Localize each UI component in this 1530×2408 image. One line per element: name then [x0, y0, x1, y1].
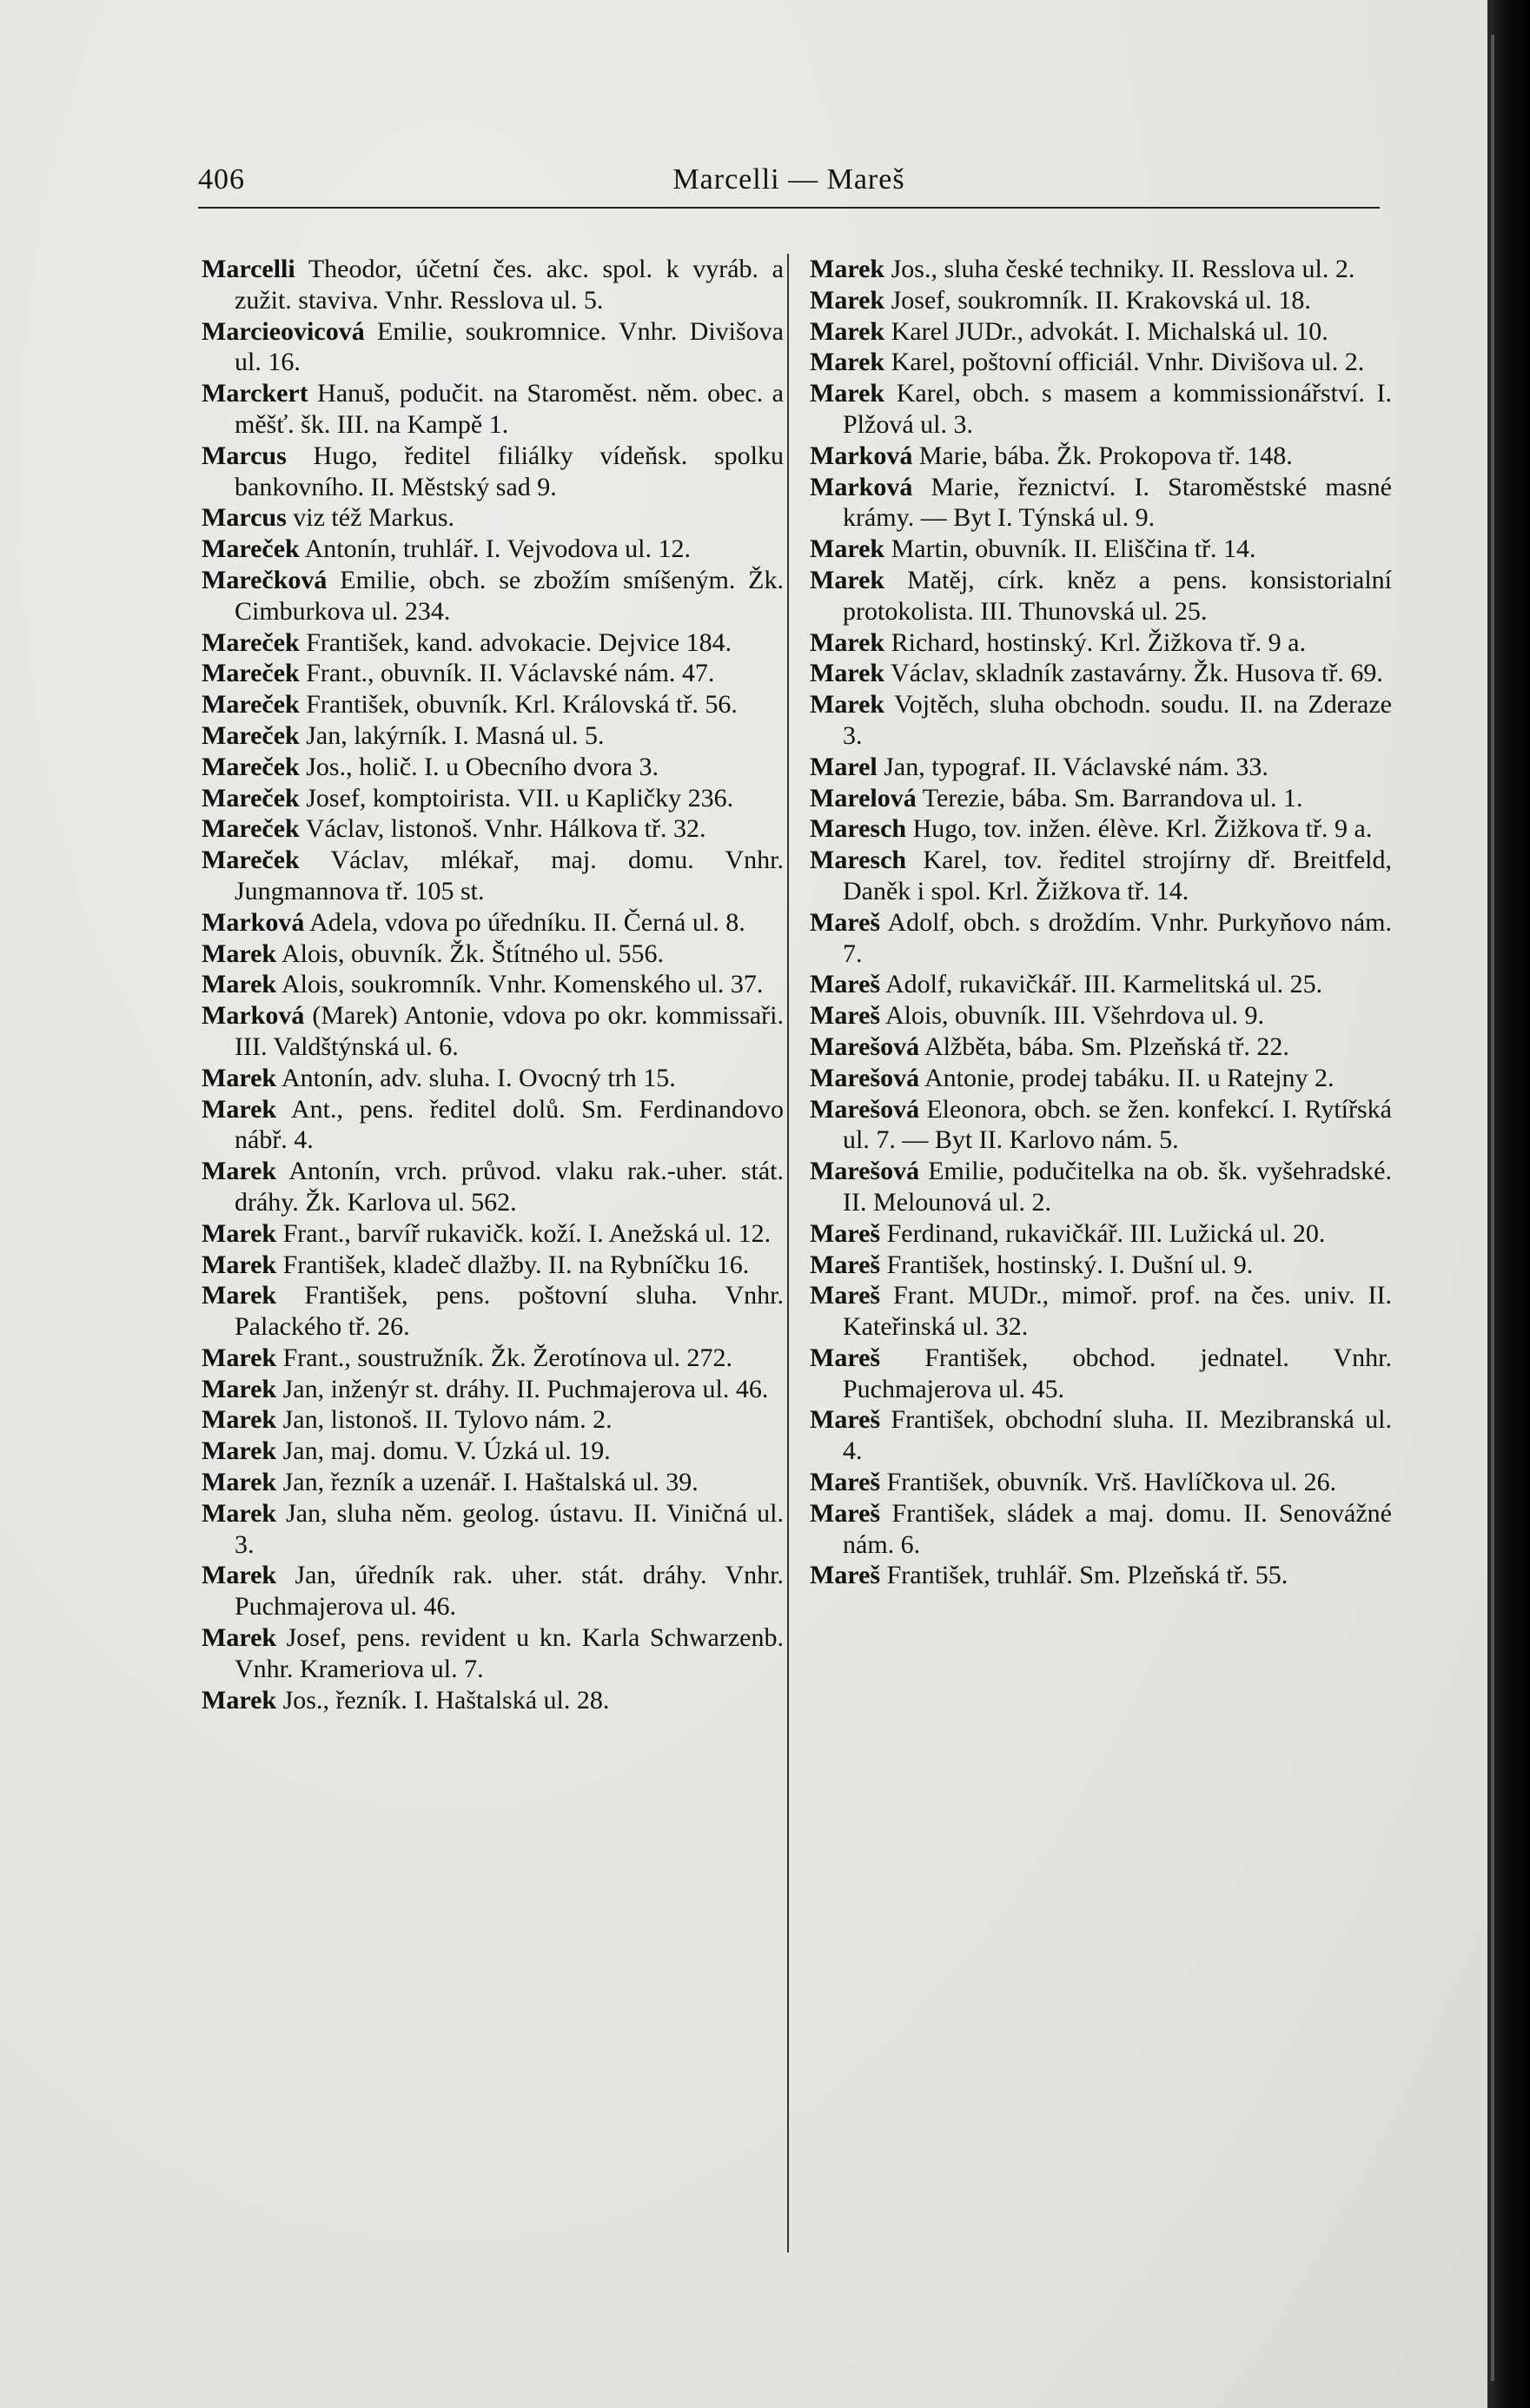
page-header [198, 156, 1380, 205]
entry-details: Josef, komptoirista. VII. u Kapličky 236. [299, 783, 734, 813]
entry-details: Josef, soukromník. II. Krakovská ul. 18. [884, 285, 1311, 315]
entry-details: Jos., holič. I. u Obecního dvora 3. [299, 752, 659, 781]
directory-entry [202, 1436, 784, 1467]
directory-entry [810, 347, 1392, 378]
entry-details: Jos., sluha české techniky. II. Resslova ul. 2. [884, 255, 1355, 283]
entry-surname: Marek [202, 1623, 277, 1653]
entry-surname: Marek [810, 255, 885, 283]
entry-details: Alois, obuvník. III. Všehrdova ul. 9. [880, 1001, 1265, 1031]
left-column [202, 254, 784, 1715]
entry-surname: Marcelli [202, 255, 295, 283]
entry-surname: Marek [810, 379, 885, 408]
entry-surname: Marelová [810, 783, 917, 813]
page-number: 406 [198, 163, 245, 196]
entry-surname: Marek [810, 659, 885, 688]
directory-entry [810, 658, 1392, 689]
entry-details: Vojtěch, sluha obchodn. soudu. II. na Zderaze 3. [843, 690, 1392, 750]
entry-surname: Mareček [202, 846, 300, 875]
entry-surname: Marek [202, 1374, 277, 1403]
entry-details: Eleonora, obch. se žen. konfekcí. I. Rytířská ul. 7. — Byt II. Karlovo nám. 5. [843, 1094, 1392, 1155]
entry-surname: Mareček [202, 752, 300, 781]
entry-details: Theodor, účetní čes. akc. spol. k vyráb. a zužit. staviva. Vnhr. Resslova ul. 5. [235, 255, 784, 315]
entry-surname: Mareš [810, 1218, 881, 1248]
directory-entry [810, 1498, 1392, 1561]
column-divider [787, 254, 789, 2252]
entry-details: Václav, mlékař, maj. domu. Vnhr. Jungmannova tř. 105 st. [235, 846, 784, 905]
entry-surname: Maresch [810, 814, 907, 844]
directory-entry [810, 472, 1392, 534]
entry-details: Adolf, obch. s droždím. Vnhr. Purkyňovo nám. 7. [843, 907, 1392, 968]
entry-surname: Marešová [810, 1094, 920, 1124]
entry-details: Antonie, prodej tabáku. II. u Ratejny 2. [919, 1063, 1335, 1092]
entry-surname: Marek [810, 690, 885, 720]
directory-entry [810, 689, 1392, 752]
directory-entry [810, 813, 1392, 845]
entry-surname: Mareček [202, 627, 300, 657]
directory-entry [202, 845, 784, 907]
entry-details: Antonín, truhlář. I. Vejvodova ul. 12. [299, 534, 691, 564]
entry-surname: Marek [202, 1157, 277, 1186]
entry-surname: Marek [202, 1094, 277, 1124]
directory-entry [810, 441, 1392, 472]
entry-surname: Marckert [202, 379, 308, 408]
directory-entry [202, 969, 784, 1000]
entry-details: Karel JUDr., advokát. I. Michalská ul. 10. [884, 316, 1328, 346]
directory-entry [202, 502, 784, 534]
entry-surname: Marek [202, 1561, 277, 1590]
entry-surname: Mareš [810, 1468, 881, 1497]
entry-surname: Marek [202, 1281, 277, 1310]
entry-details: Karel, obch. s masem a kommissionářství. I. Plžová ul. 3. [843, 379, 1392, 439]
directory-entry [202, 752, 784, 783]
entry-surname: Mareš [810, 1001, 881, 1031]
directory-entry [202, 534, 784, 565]
directory-entry [202, 1560, 784, 1622]
directory-entry [202, 658, 784, 689]
entry-details: Václav, listonoš. Vnhr. Hálkova tř. 32. [299, 814, 706, 844]
directory-entry [810, 1250, 1392, 1281]
entry-details: Terezie, bába. Sm. Barrandova ul. 1. [916, 783, 1303, 813]
entry-details: Frant. MUDr., mimoř. prof. na čes. univ. II. Kateřinská ul. 32. [843, 1281, 1392, 1342]
entry-surname: Marek [202, 939, 277, 968]
entry-details: Hanuš, podučit. na Staroměst. něm. obec. a měšť. šk. III. na Kampě 1. [235, 379, 784, 439]
entry-details: Marie, řeznictví. I. Staroměstské masné krámy. — Byt I. Týnská ul. 9. [843, 472, 1392, 533]
entry-surname: Mareš [810, 1343, 881, 1372]
entry-surname: Marek [810, 316, 885, 346]
directory-entry [202, 1343, 784, 1374]
directory-entry [202, 720, 784, 752]
binding-line [1491, 35, 1494, 2381]
directory-entry [810, 1560, 1392, 1591]
entry-details: Emilie, obch. se zbožím smíšeným. Žk. Cimburkova ul. 234. [235, 565, 784, 626]
entry-details: Alois, soukromník. Vnhr. Komenského ul. 37. [276, 970, 764, 999]
directory-entry [202, 378, 784, 441]
directory-entry [810, 752, 1392, 783]
entry-surname: Mareš [810, 1498, 881, 1528]
directory-entry [810, 1343, 1392, 1405]
entry-surname: Marek [202, 1498, 277, 1528]
entry-details: Antonín, adv. sluha. I. Ovocný trh 15. [276, 1063, 676, 1092]
entry-surname: Marková [810, 441, 913, 470]
entry-details: František, hostinský. I. Dušní ul. 9. [880, 1250, 1254, 1279]
entry-surname: Marešová [810, 1032, 920, 1061]
directory-entry [810, 1280, 1392, 1343]
entry-surname: Marek [202, 1405, 277, 1435]
directory-entry [202, 689, 784, 720]
entry-details: Martin, obuvník. II. Eliščina tř. 14. [884, 534, 1256, 564]
entry-details: Frant., barvíř rukavičk. koží. I. Anežská ul. 12. [276, 1218, 772, 1248]
entry-details: Jos., řezník. I. Haštalská ul. 28. [276, 1685, 610, 1715]
entry-details: Karel, poštovní officiál. Vnhr. Divišova ul. 2. [884, 348, 1365, 377]
entry-surname: Mareček [202, 659, 300, 688]
entry-surname: Mareček [202, 814, 300, 844]
entry-details: Jan, lakýrník. I. Masná ul. 5. [299, 720, 605, 750]
entry-surname: Marková [202, 907, 305, 937]
entry-surname: Marek [202, 1685, 277, 1715]
entry-details: Jan, úředník rak. uher. stát. dráhy. Vnhr. Puchmajerova ul. 46. [235, 1561, 784, 1622]
directory-entry [202, 783, 784, 814]
entry-details: Jan, typograf. II. Václavské nám. 33. [877, 752, 1268, 781]
entry-details: Frant., soustružník. Žk. Žerotínova ul. 272. [276, 1343, 733, 1372]
directory-entry [202, 1374, 784, 1405]
entry-surname: Mareš [810, 1281, 881, 1310]
entry-surname: Marcieovicová [202, 316, 365, 346]
directory-entry [202, 441, 784, 503]
entry-surname: Mareček [202, 783, 300, 813]
entry-surname: Mareček [202, 720, 300, 750]
entry-details: (Marek) Antonie, vdova po okr. kommissaři. III. Valdštýnská ul. 6. [235, 1001, 784, 1061]
entry-details: František, pens. poštovní sluha. Vnhr. Palackého tř. 26. [235, 1281, 784, 1342]
directory-entry [810, 627, 1392, 659]
entry-surname: Marek [810, 534, 885, 564]
directory-entry [810, 1218, 1392, 1250]
entry-surname: Marek [202, 1218, 277, 1248]
entry-details: Marie, bába. Žk. Prokopova tř. 148. [912, 441, 1293, 470]
entry-surname: Marek [202, 1063, 277, 1092]
header-rule [198, 207, 1380, 209]
entry-surname: Mareš [810, 1405, 881, 1435]
entry-details: František, obuvník. Krl. Královská tř. 56. [299, 690, 738, 720]
entry-surname: Marková [202, 1001, 305, 1031]
directory-entry [810, 1000, 1392, 1032]
directory-entry [202, 939, 784, 970]
entry-surname: Marečková [202, 565, 328, 594]
entry-details: František, obchodní sluha. II. Mezibranská ul. 4. [843, 1405, 1392, 1466]
entry-details: Alžběta, bába. Sm. Plzeňská tř. 22. [919, 1032, 1289, 1061]
entry-surname: Marek [202, 1250, 277, 1279]
directory-entry [810, 1467, 1392, 1498]
directory-entry [202, 565, 784, 627]
directory-entry [810, 907, 1392, 970]
entry-details: František, sládek a maj. domu. II. Senovážné nám. 6. [843, 1498, 1392, 1559]
entry-details: Jan, sluha něm. geolog. ústavu. II. Viničná ul. 3. [235, 1498, 784, 1559]
entry-details: Jan, maj. domu. V. Úzká ul. 19. [276, 1436, 611, 1466]
entry-surname: Mareček [202, 534, 300, 564]
directory-entry [202, 1156, 784, 1218]
directory-entry [810, 378, 1392, 441]
directory-entry [810, 1094, 1392, 1157]
entry-details: Hugo, ředitel filiálky vídeňsk. spolku bankovního. II. Městský sad 9. [235, 441, 784, 501]
entry-surname: Mareš [810, 1250, 881, 1279]
entry-surname: Marcus [202, 503, 287, 533]
directory-entry [202, 813, 784, 845]
entry-details: Antonín, vrch. průvod. vlaku rak.-uher. stát. dráhy. Žk. Karlova ul. 562. [235, 1157, 784, 1217]
entry-details: Ferdinand, rukavičkář. III. Lužická ul. 20. [880, 1218, 1326, 1248]
directory-entry [202, 316, 784, 379]
directory-entry [202, 907, 784, 939]
directory-entry [810, 316, 1392, 348]
entry-details: Karel, tov. ředitel strojírny dř. Breitfeld, Daněk i spol. Krl. Žižkova tř. 14. [843, 846, 1392, 905]
directory-entry [810, 1063, 1392, 1094]
directory-entry [810, 534, 1392, 565]
directory-entry [810, 783, 1392, 814]
directory-entry [202, 1498, 784, 1561]
entry-details: František, obchod. jednatel. Vnhr. Puchmajerova ul. 45. [843, 1343, 1392, 1403]
entry-surname: Maresch [810, 846, 907, 875]
directory-entry [202, 627, 784, 659]
entry-surname: Mareš [810, 970, 881, 999]
entry-details: Richard, hostinský. Krl. Žižkova tř. 9 a. [884, 627, 1307, 657]
right-column [810, 254, 1392, 1591]
entry-surname: Marek [810, 565, 885, 594]
entry-surname: Marešová [810, 1157, 920, 1186]
directory-entry [202, 1063, 784, 1094]
entry-surname: Marcus [202, 441, 287, 470]
directory-entry [202, 1094, 784, 1157]
directory-entry [810, 969, 1392, 1000]
entry-details: Ant., pens. ředitel dolů. Sm. Ferdinandovo nábř. 4. [235, 1094, 784, 1155]
entry-surname: Marek [810, 285, 885, 315]
entry-surname: Marková [810, 472, 913, 501]
entry-details: Frant., obuvník. II. Václavské nám. 47. [299, 659, 715, 688]
entry-details: Václav, skladník zastavárny. Žk. Husova tř. 69. [884, 659, 1383, 688]
entry-details: Adolf, rukavičkář. III. Karmelitská ul. 25. [880, 970, 1323, 999]
entry-details: František, truhlář. Sm. Plzeňská tř. 55. [880, 1561, 1288, 1590]
entry-surname: Marek [202, 1343, 277, 1372]
entry-surname: Mareček [202, 690, 300, 720]
entry-details: Alois, obuvník. Žk. Štítného ul. 556. [276, 939, 664, 968]
entry-details: Matěj, círk. kněz a pens. konsistorialní protokolista. III. Thunovská ul. 25. [843, 565, 1392, 626]
directory-entry [810, 845, 1392, 907]
directory-entry [810, 1032, 1392, 1063]
entry-surname: Marek [810, 627, 885, 657]
directory-entry [810, 1156, 1392, 1218]
directory-entry [810, 1404, 1392, 1467]
entry-surname: Marek [810, 348, 885, 377]
entry-details: Jan, inženýr st. dráhy. II. Puchmajerova ul. 46. [276, 1374, 769, 1403]
directory-entry [202, 1218, 784, 1250]
entry-surname: Mareš [810, 1561, 881, 1590]
entry-details: Adela, vdova po úředníku. II. Černá ul. 8. [304, 907, 745, 937]
directory-entry [202, 1685, 784, 1716]
directory-entry [810, 565, 1392, 627]
entry-details: Jan, listonoš. II. Tylovo nám. 2. [276, 1405, 613, 1435]
directory-entry [202, 1250, 784, 1281]
entry-details: František, kladeč dlažby. II. na Rybníčku 16. [276, 1250, 750, 1279]
running-head: Marcelli — Mareš [672, 163, 905, 196]
entry-surname: Mareš [810, 907, 881, 937]
entry-surname: Marek [202, 1436, 277, 1466]
entry-surname: Marek [202, 1468, 277, 1497]
entry-surname: Marek [202, 970, 277, 999]
entry-details: Josef, pens. revident u kn. Karla Schwarzenb. Vnhr. Krameriova ul. 7. [235, 1623, 784, 1683]
entry-details: František, obuvník. Vrš. Havlíčkova ul. 26. [880, 1468, 1337, 1497]
entry-details: viz též Markus. [286, 503, 455, 533]
directory-entry [202, 1404, 784, 1436]
entry-details: František, kand. advokacie. Dejvice 184. [299, 627, 732, 657]
entry-details: Emilie, soukromnice. Vnhr. Divišova ul. 16. [235, 316, 784, 377]
directory-entry [202, 254, 784, 316]
directory-entry [202, 1467, 784, 1498]
directory-entry [810, 285, 1392, 316]
directory-entry [202, 1280, 784, 1343]
entry-details: Jan, řezník a uzenář. I. Haštalská ul. 39. [276, 1468, 699, 1497]
entry-details: Emilie, podučitelka na ob. šk. vyšehradské. II. Melounová ul. 2. [843, 1157, 1392, 1217]
directory-entry [202, 1622, 784, 1685]
entry-surname: Marel [810, 752, 878, 781]
entry-details: Hugo, tov. inžen. élève. Krl. Žižkova tř. 9 a. [906, 814, 1373, 844]
directory-entry [810, 254, 1392, 285]
directory-entry [202, 1000, 784, 1063]
entry-surname: Marešová [810, 1063, 920, 1092]
